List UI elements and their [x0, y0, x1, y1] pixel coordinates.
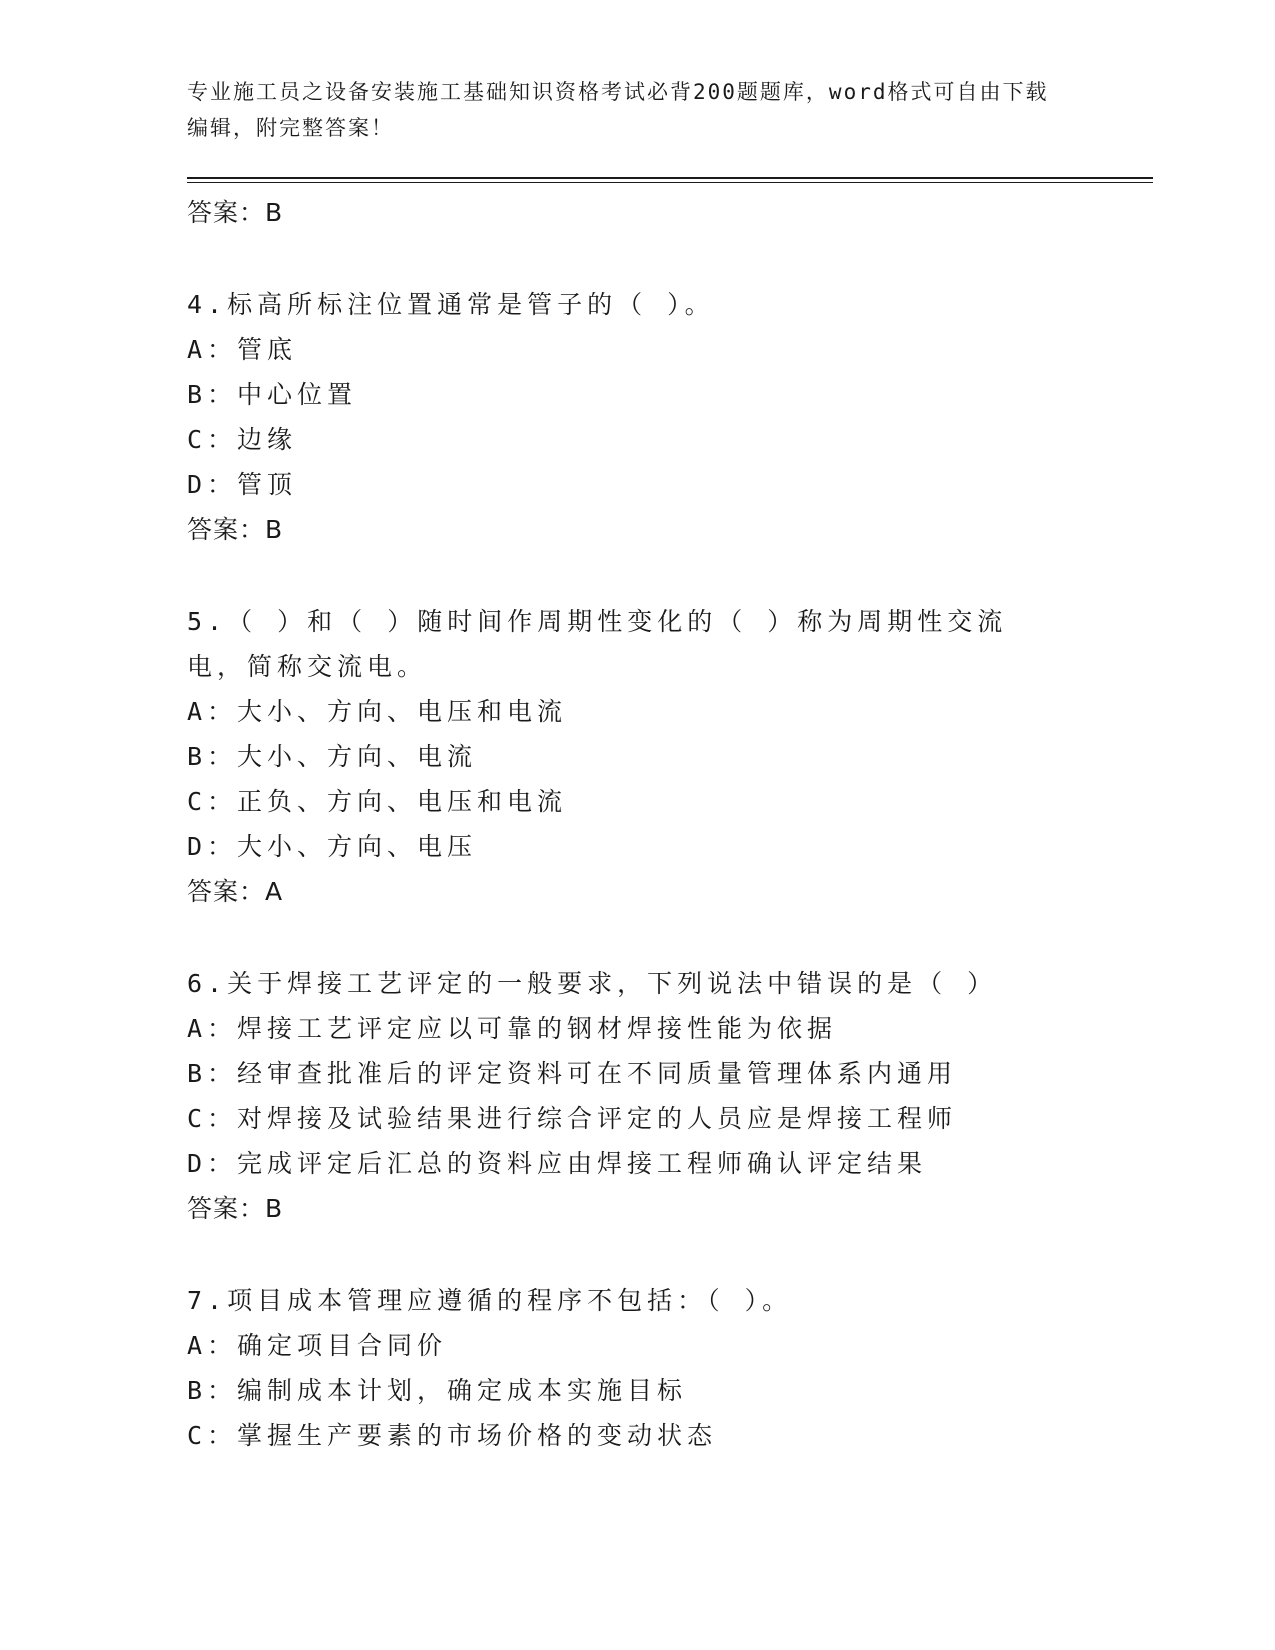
option-a: A：管底: [187, 335, 298, 364]
option-a: A：焊接工艺评定应以可靠的钢材焊接性能为依据: [187, 1014, 838, 1043]
option-c: C：正负、方向、电压和电流: [187, 787, 568, 816]
question-block: [187, 1278, 1087, 1458]
page-header-text: 专业施工员之设备安装施工基础知识资格考试必背200题题库，word格式可自由下载编辑，附完整答案！: [187, 80, 1049, 140]
option-a: A：确定项目合同价: [187, 1331, 448, 1360]
spacer: [187, 235, 1087, 282]
spacer: [187, 914, 1087, 961]
option-d: D：大小、方向、电压: [187, 832, 478, 861]
header-divider-thin: [187, 182, 1153, 183]
question-block: [187, 961, 1087, 1231]
option-b: B：编制成本计划，确定成本实施目标: [187, 1376, 688, 1405]
question-stem: 7.项目成本管理应遵循的程序不包括：（ ）。: [187, 1286, 793, 1315]
spacer: [187, 552, 1087, 599]
option-c: C：对焊接及试验结果进行综合评定的人员应是焊接工程师: [187, 1104, 958, 1133]
question-stem: 6.关于焊接工艺评定的一般要求，下列说法中错误的是（ ）: [187, 969, 998, 998]
option-b: B：中心位置: [187, 380, 358, 409]
answer-line: 答案：A: [187, 877, 284, 906]
question-block: [187, 282, 1087, 552]
answer-line: 答案：B: [187, 1194, 284, 1223]
answer-line: 答案：B: [187, 198, 284, 227]
answer-line: 答案：B: [187, 515, 284, 544]
option-c: C：掌握生产要素的市场价格的变动状态: [187, 1421, 718, 1450]
document-content: [187, 190, 1087, 1458]
spacer: [187, 1231, 1087, 1278]
option-c: C：边缘: [187, 425, 298, 454]
question-block: [187, 599, 1087, 914]
option-a: A：大小、方向、电压和电流: [187, 697, 568, 726]
option-d: D：管顶: [187, 470, 298, 499]
option-d: D：完成评定后汇总的资料应由焊接工程师确认评定结果: [187, 1149, 928, 1178]
question-stem: 5.（ ）和（ ）随时间作周期性变化的（ ）称为周期性交流电，简称交流电。: [187, 607, 1008, 681]
option-b: B：经审查批准后的评定资料可在不同质量管理体系内通用: [187, 1059, 958, 1088]
header-divider: [187, 177, 1153, 179]
question-stem: 4.标高所标注位置通常是管子的（ ）。: [187, 290, 715, 319]
option-b: B：大小、方向、电流: [187, 742, 478, 771]
